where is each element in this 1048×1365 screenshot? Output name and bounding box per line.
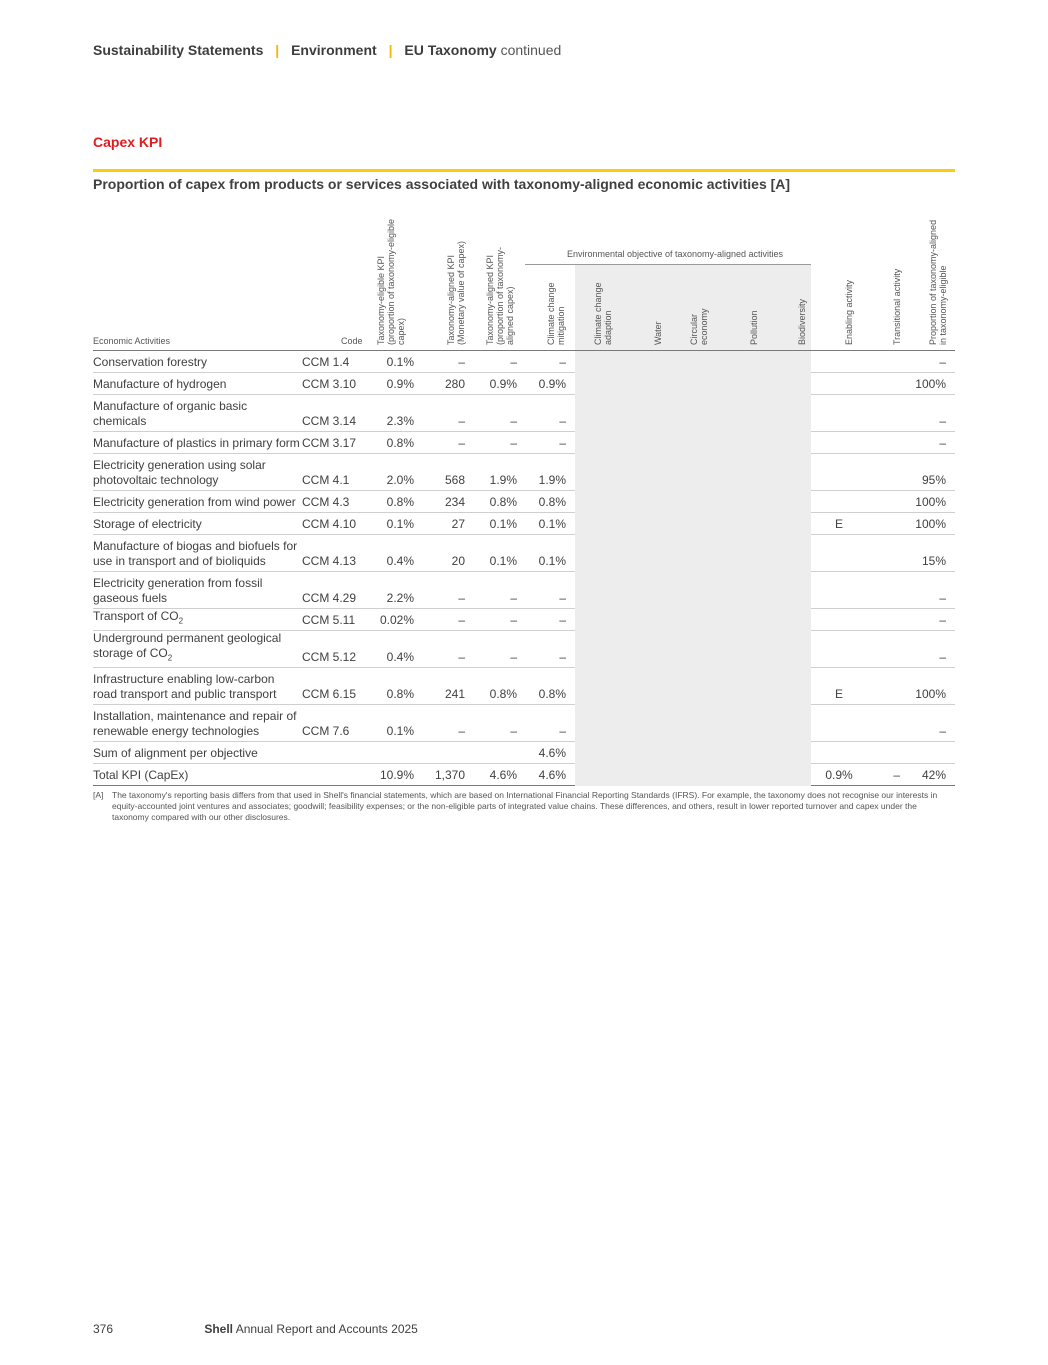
header-economic-activities: Economic Activities <box>93 336 171 346</box>
activity-code: CCM 1.4 <box>302 355 350 369</box>
yellow-divider <box>93 169 955 172</box>
aligned-monetary-value: – <box>458 414 465 428</box>
proportion-aligned-value: – <box>939 591 946 605</box>
activity-name: Conservation forestry <box>93 355 208 369</box>
header-separator: | <box>388 42 393 58</box>
table-row <box>93 373 955 395</box>
proportion-aligned-value: 95% <box>921 473 946 487</box>
climate-mitigation-value: 0.8% <box>538 687 566 701</box>
enabling-value: 0.9% <box>825 768 853 782</box>
objective-shade <box>575 742 811 764</box>
aligned-monetary-value: 234 <box>444 495 465 509</box>
table-row <box>93 742 955 764</box>
climate-mitigation-value: – <box>559 414 566 428</box>
table-row <box>93 432 955 454</box>
activity-code: CCM 6.15 <box>302 687 357 701</box>
proportion-aligned-value: – <box>939 355 946 369</box>
table-row <box>93 535 955 572</box>
climate-mitigation-value: 4.6% <box>538 746 566 760</box>
eligible-kpi-value: 0.02% <box>379 613 414 627</box>
header-climate-mitigation: Climate change mitigation <box>546 282 566 345</box>
header-code: Code <box>341 336 363 346</box>
footnote <box>93 790 953 823</box>
footer-report-title: Annual Report and Accounts 2025 <box>235 1322 418 1336</box>
proportion-aligned-value: 100% <box>915 517 946 531</box>
eligible-kpi-value: 0.4% <box>386 650 414 664</box>
running-header <box>93 42 561 58</box>
aligned-proportion-value: 0.9% <box>489 377 517 391</box>
activity-code: CCM 4.29 <box>302 591 357 605</box>
aligned-monetary-value: 27 <box>451 517 465 531</box>
aligned-proportion-value: – <box>510 724 517 738</box>
footnote-ref: [A] <box>93 790 104 800</box>
proportion-aligned-value: – <box>939 414 946 428</box>
header-eu-taxonomy: EU Taxonomy <box>404 42 497 58</box>
aligned-proportion-value: – <box>510 613 517 627</box>
climate-mitigation-value: 1.9% <box>538 473 566 487</box>
page-footer <box>93 1322 418 1336</box>
proportion-aligned-value: 42% <box>921 768 946 782</box>
activity-name: Electricity generation from wind power <box>93 495 296 509</box>
eligible-kpi-value: 2.3% <box>386 414 414 428</box>
activity-name: Manufacture of plastics in primary form <box>93 436 300 450</box>
objective-shade <box>575 764 811 786</box>
aligned-proportion-value: – <box>510 414 517 428</box>
header-biodiversity: Biodiversity <box>797 298 807 345</box>
aligned-monetary-value: – <box>458 613 465 627</box>
climate-mitigation-value: – <box>559 591 566 605</box>
eligible-kpi-value: 0.1% <box>386 724 414 738</box>
header-enabling-activity: Enabling activity <box>844 279 854 345</box>
objective-shade <box>575 432 811 454</box>
activity-name: Installation, maintenance and repair of renewable energy technologies <box>93 709 297 738</box>
transitional-value: – <box>893 768 900 782</box>
eligible-kpi-value: 0.1% <box>386 517 414 531</box>
aligned-proportion-value: 4.6% <box>489 768 517 782</box>
header-separator: | <box>275 42 280 58</box>
aligned-monetary-value: 568 <box>444 473 465 487</box>
header-pollution: Pollution <box>749 310 759 345</box>
aligned-monetary-value: 241 <box>444 687 465 701</box>
climate-mitigation-value: – <box>559 724 566 738</box>
table-row <box>93 513 955 535</box>
header-continued: continued <box>500 42 562 58</box>
enabling-value: E <box>834 687 843 701</box>
proportion-aligned-value: 100% <box>915 495 946 509</box>
objective-shade <box>575 373 811 395</box>
objective-shade <box>575 572 811 609</box>
activity-name: Manufacture of organic basic chemicals <box>93 399 248 428</box>
eligible-kpi-value: 0.8% <box>386 495 414 509</box>
objective-shade <box>575 705 811 742</box>
footer-brand: Shell <box>204 1322 234 1336</box>
activity-name: Electricity generation using solar photovoltaic technology <box>93 458 266 487</box>
table-row <box>93 609 955 631</box>
aligned-monetary-value: – <box>458 436 465 450</box>
activity-name: Manufacture of biogas and biofuels for use in transport and of bioliquids <box>93 539 298 568</box>
objective-shade <box>575 668 811 705</box>
table-header <box>93 197 955 350</box>
page-number: 376 <box>93 1322 114 1336</box>
aligned-monetary-value: – <box>458 591 465 605</box>
header-climate-adaption: Climate change adaption <box>593 282 613 345</box>
objective-shade <box>575 631 811 668</box>
proportion-aligned-value: – <box>939 650 946 664</box>
activity-code: CCM 4.10 <box>302 517 357 531</box>
climate-mitigation-value: 0.8% <box>538 495 566 509</box>
activity-code: CCM 4.13 <box>302 554 357 568</box>
aligned-proportion-value: 1.9% <box>489 473 517 487</box>
header-sustainability: Sustainability Statements <box>93 42 264 58</box>
climate-mitigation-value: – <box>559 613 566 627</box>
aligned-proportion-value: – <box>510 355 517 369</box>
aligned-proportion-value: – <box>510 436 517 450</box>
eligible-kpi-value: 0.8% <box>386 687 414 701</box>
activity-code: CCM 5.12 <box>302 650 357 664</box>
table-row <box>93 668 955 705</box>
header-transitional-activity: Transitional activity <box>892 268 902 345</box>
table-row <box>93 631 955 668</box>
objective-shade <box>575 454 811 491</box>
proportion-aligned-value: – <box>939 724 946 738</box>
objective-shade <box>575 491 811 513</box>
activity-code: CCM 3.10 <box>302 377 357 391</box>
activity-name: Transport of $CO_2$ <box>93 608 184 625</box>
activity-code: CCM 3.17 <box>302 436 357 450</box>
climate-mitigation-value: 0.9% <box>538 377 566 391</box>
header-environment: Environment <box>291 42 377 58</box>
enabling-value: E <box>834 517 843 531</box>
proportion-aligned-value: 100% <box>915 687 946 701</box>
eligible-kpi-value: 0.1% <box>386 355 414 369</box>
activity-name: Total KPI (CapEx) <box>93 768 189 782</box>
objective-shade <box>575 609 811 631</box>
header-environmental-objective: Environmental objective of taxonomy-aligned activities <box>566 249 784 259</box>
activity-code: CCM 3.14 <box>302 414 357 428</box>
aligned-monetary-value: – <box>458 650 465 664</box>
climate-mitigation-value: 4.6% <box>538 768 566 782</box>
activity-code: CCM 7.6 <box>302 724 350 738</box>
activity-name: Infrastructure enabling low-carbon road transport and public transport <box>93 672 277 701</box>
table-row <box>93 491 955 513</box>
aligned-proportion-value: – <box>510 591 517 605</box>
eligible-kpi-value: 0.9% <box>386 377 414 391</box>
table-row <box>93 454 955 491</box>
activity-name: Storage of electricity <box>93 517 202 531</box>
table-row <box>93 395 955 432</box>
aligned-proportion-value: – <box>510 650 517 664</box>
eligible-kpi-value: 0.8% <box>386 436 414 450</box>
proportion-aligned-value: 15% <box>921 554 946 568</box>
climate-mitigation-value: 0.1% <box>538 554 566 568</box>
header-group-rule <box>525 264 811 265</box>
objective-shade <box>575 513 811 535</box>
section-title: Capex KPI <box>93 134 163 150</box>
aligned-monetary-value: 20 <box>451 554 465 568</box>
climate-mitigation-value: – <box>559 436 566 450</box>
header-aligned-proportion: Taxonomy-aligned KPI (proportion of taxonomy- aligned capex) <box>485 246 515 345</box>
aligned-monetary-value: 280 <box>444 377 465 391</box>
objective-shade <box>575 395 811 432</box>
eligible-kpi-value: 0.4% <box>386 554 414 568</box>
objective-shade <box>575 535 811 572</box>
header-proportion-aligned: Proportion of taxonomy-aligned in taxonomy-eligible <box>928 219 948 345</box>
activity-code: CCM 4.3 <box>302 495 350 509</box>
header-eligible-kpi: Taxonomy-eligible KPI (proportion of taxonomy-eligible capex) <box>376 218 406 345</box>
activity-name: Underground permanent geological storage of $CO_2$ <box>93 630 282 662</box>
proportion-aligned-value: – <box>939 613 946 627</box>
header-water: Water <box>653 321 663 345</box>
activity-name: Electricity generation from fossil gaseous fuels <box>93 576 263 605</box>
aligned-monetary-value: – <box>458 355 465 369</box>
eligible-kpi-value: 2.2% <box>386 591 414 605</box>
table-row <box>93 705 955 742</box>
table-row <box>93 764 955 786</box>
activity-name: Sum of alignment per objective <box>93 746 258 760</box>
aligned-proportion-value: 0.1% <box>489 517 517 531</box>
header-circular-economy: Circular economy <box>689 308 709 345</box>
aligned-proportion-value: 0.8% <box>489 495 517 509</box>
table-row <box>93 572 955 609</box>
proportion-aligned-value: 100% <box>915 377 946 391</box>
eligible-kpi-value: 10.9% <box>379 768 414 782</box>
table-row <box>93 351 955 373</box>
footnote-text: The taxonomy's reporting basis differs from that used in Shell's financial statements, which are based on International Financial Reporting Standards (IFRS). For example, the taxonomy does not recognise our interests in equity-accounted joint ventures and associates; goodwill; feasibility expenses; or the non-eligible parts of integrated value chains. These differences, and others, result in lower reported turnover and capex under the taxonomy compared with our other disclosures. <box>112 790 938 822</box>
climate-mitigation-value: 0.1% <box>538 517 566 531</box>
eligible-kpi-value: 2.0% <box>386 473 414 487</box>
aligned-proportion-value: 0.8% <box>489 687 517 701</box>
aligned-monetary-value: – <box>458 724 465 738</box>
climate-mitigation-value: – <box>559 355 566 369</box>
table-title: Proportion of capex from products or services associated with taxonomy-aligned economic activities [A] <box>93 176 791 192</box>
activity-name: Manufacture of hydrogen <box>93 377 227 391</box>
objective-shade <box>575 351 811 373</box>
table-body <box>93 351 955 786</box>
activity-code: CCM 4.1 <box>302 473 350 487</box>
proportion-aligned-value: – <box>939 436 946 450</box>
activity-code: CCM 5.11 <box>302 613 356 627</box>
aligned-proportion-value: 0.1% <box>489 554 517 568</box>
aligned-monetary-value: 1,370 <box>434 768 465 782</box>
climate-mitigation-value: – <box>559 650 566 664</box>
header-aligned-monetary: Taxonomy-aligned KPI (Monetary value of capex) <box>446 240 466 345</box>
